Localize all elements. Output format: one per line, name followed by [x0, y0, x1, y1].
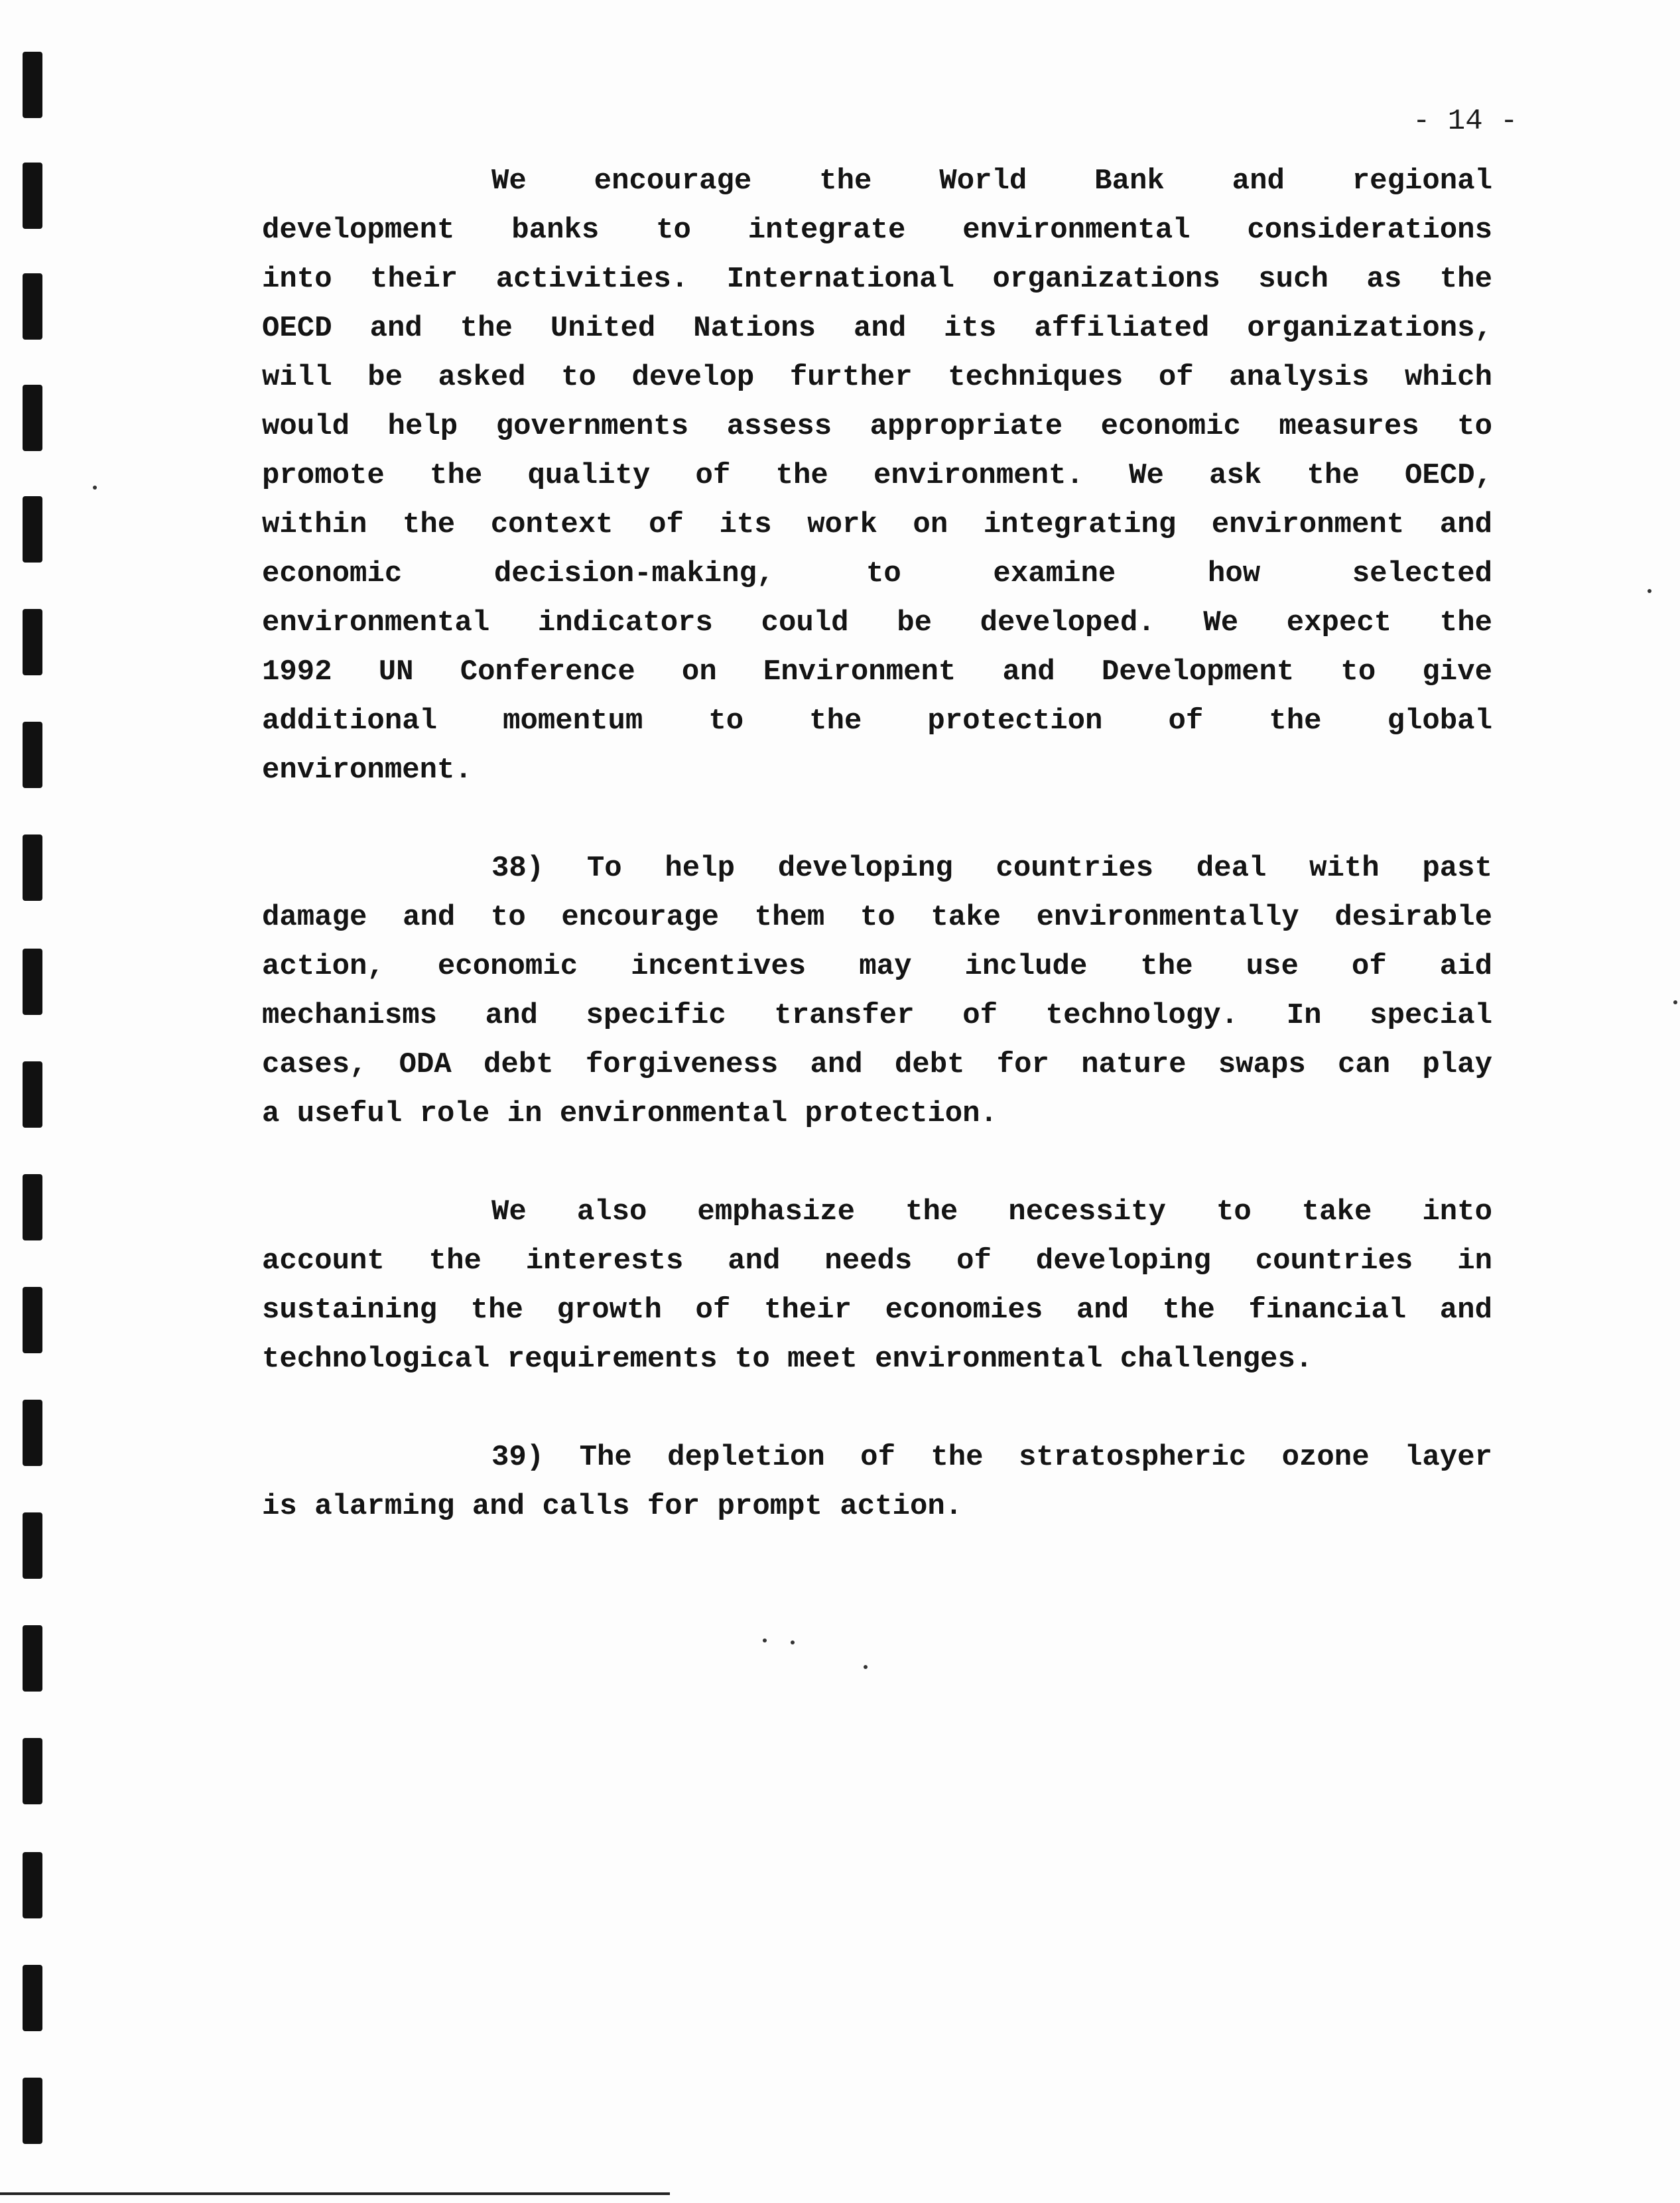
- text-line: into their activities. International organizations such as the: [262, 263, 1492, 296]
- binding-mark: [23, 1174, 42, 1240]
- text-line: account the interests and needs of developing countries in: [262, 1244, 1492, 1278]
- text-line: economic decision-making, to examine how selected: [262, 557, 1492, 590]
- text-line: promote the quality of the environment. We ask the OECD,: [262, 459, 1492, 492]
- text-line: cases, ODA debt forgiveness and debt for nature swaps can play: [262, 1048, 1492, 1081]
- paragraph-gap: [262, 1384, 1492, 1433]
- binding-mark: [23, 496, 42, 563]
- text-line: would help governments assess appropriate economic measures to: [262, 410, 1492, 443]
- paragraph: [262, 157, 1492, 795]
- binding-mark: [23, 722, 42, 788]
- text-line: development banks to integrate environmental considerations: [262, 214, 1492, 247]
- text-line: We also emphasize the necessity to take into: [491, 1195, 1492, 1229]
- binding-mark: [23, 1965, 42, 2031]
- body-text: [262, 157, 1492, 1531]
- text-line: additional momentum to the protection of the global: [262, 704, 1492, 738]
- scan-speck: [864, 1665, 868, 1669]
- binding-mark: [23, 1287, 42, 1353]
- binding-mark: [23, 163, 42, 229]
- text-line: is alarming and calls for prompt action.: [262, 1490, 963, 1523]
- paragraph: [262, 844, 1492, 1138]
- binding-mark: [23, 1738, 42, 1804]
- scan-speck: [791, 1640, 795, 1644]
- binding-mark: [23, 609, 42, 675]
- text-line: a useful role in environmental protection.: [262, 1097, 998, 1130]
- scan-speck: [763, 1638, 767, 1642]
- text-line: OECD and the United Nations and its affiliated organizations,: [262, 312, 1492, 345]
- text-line: mechanisms and specific transfer of technology. In special: [262, 999, 1492, 1032]
- text-line: environment.: [262, 754, 472, 787]
- page-number: - 14 -: [1413, 105, 1518, 138]
- text-line: 39) The depletion of the stratospheric ozone layer: [491, 1441, 1492, 1474]
- scan-speck: [1673, 1000, 1677, 1004]
- text-line: within the context of its work on integrating environment and: [262, 508, 1492, 541]
- bottom-rule: [0, 2192, 670, 2195]
- scan-speck: [1648, 589, 1651, 593]
- binding-mark: [23, 2078, 42, 2144]
- scan-speck: [93, 486, 97, 490]
- text-line: action, economic incentives may include the use of aid: [262, 950, 1492, 983]
- paragraph-gap: [262, 795, 1492, 844]
- binding-mark: [23, 949, 42, 1015]
- text-line: 1992 UN Conference on Environment and Development to give: [262, 655, 1492, 689]
- paragraph: [262, 1433, 1492, 1531]
- binding-mark: [23, 1625, 42, 1692]
- text-line: technological requirements to meet environmental challenges.: [262, 1343, 1313, 1376]
- binding-mark: [23, 1061, 42, 1128]
- text-line: sustaining the growth of their economies and the financial and: [262, 1294, 1492, 1327]
- binding-mark: [23, 1512, 42, 1579]
- binding-mark: [23, 1400, 42, 1466]
- binding-mark: [23, 273, 42, 340]
- text-line: damage and to encourage them to take environmentally desirable: [262, 901, 1492, 934]
- binding-mark: [23, 385, 42, 451]
- text-line: will be asked to develop further techniques of analysis which: [262, 361, 1492, 394]
- text-line: environmental indicators could be developed. We expect the: [262, 606, 1492, 639]
- binding-mark: [23, 52, 42, 118]
- paragraph: [262, 1187, 1492, 1384]
- text-line: 38) To help developing countries deal with past: [491, 852, 1492, 885]
- binding-mark: [23, 1852, 42, 1918]
- paragraph-gap: [262, 1138, 1492, 1187]
- text-line: We encourage the World Bank and regional: [491, 165, 1492, 198]
- binding-mark: [23, 834, 42, 901]
